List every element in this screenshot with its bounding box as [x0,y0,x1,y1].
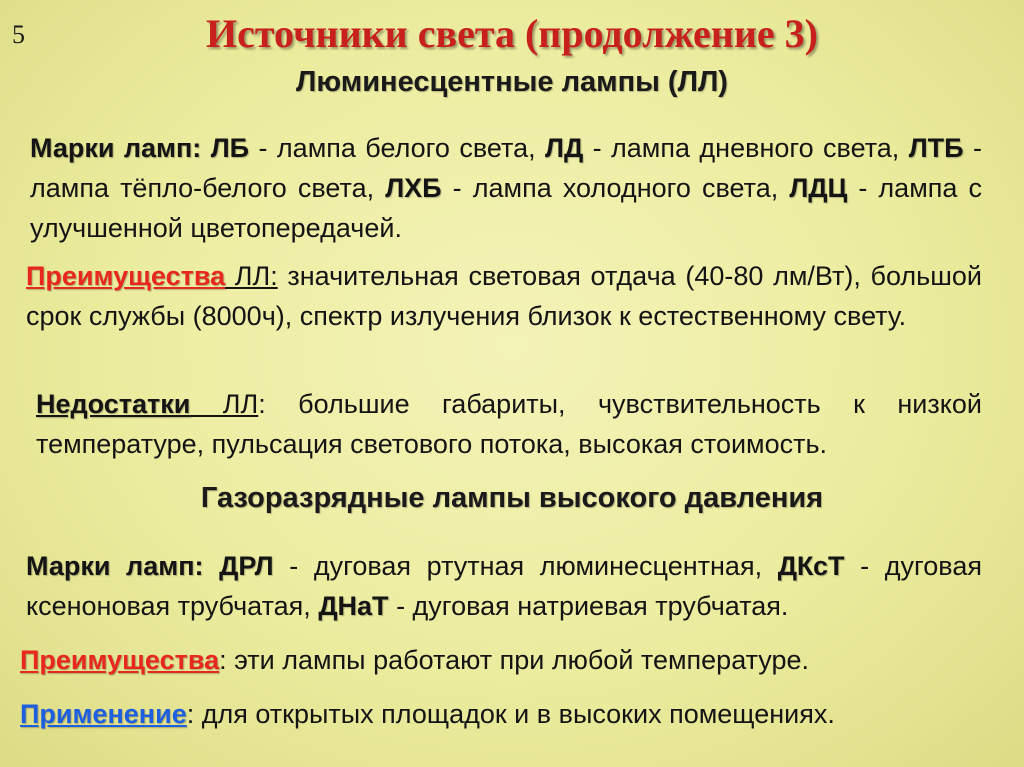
ll-advantages-label: Преимущества [26,261,226,291]
paragraph-ll-advantages [10,256,982,336]
ll-mark-lhb-desc: - лампа холодного света, [441,173,790,203]
hp-advantages-text: : эти лампы работают при любой температуре. [219,645,810,675]
ll-marks-label: Марки ламп: [30,133,202,163]
ll-advantages-ll: ЛЛ: [225,261,278,291]
hp-application-label: Применение [20,699,187,729]
hp-mark-drl-desc: - дуговая ртутная люминесцентная, [273,551,778,581]
hp-mark-drl: ДРЛ [219,551,274,581]
hp-mark-dkst-desc: - дуговая ксеноновая трубчатая, [26,551,982,621]
paragraph-ll-disadvantages [10,384,982,464]
paragraph-hp-application [10,694,982,734]
ll-mark-ld-desc: - лампа дневного света, [583,133,909,163]
ll-mark-lb: ЛБ [210,133,250,163]
ll-mark-ldc-desc: - лампа с улучшенной цветопередачей. [30,173,982,243]
hp-mark-dnat: ДНаТ [318,591,389,621]
paragraph-ll-marks [10,128,982,248]
ll-disadvantages-label: Недостатки [36,389,191,419]
ll-mark-ldc: ЛДЦ [789,173,848,203]
ll-disadvantages-text: : большие габариты, чувствительность к низкой температуре, пульсация светового потока, высокая стоимость. [36,389,982,459]
slide-title: Источники света (продолжение 3) [206,11,818,56]
hp-application-text: : для открытых площадок и в высоких помещениях. [186,699,835,729]
ll-disadvantages-ll: ЛЛ [190,389,259,419]
ll-mark-lb-desc: - лампа белого света, [249,133,546,163]
paragraph-hp-marks [10,546,982,626]
hp-marks-label: Марки ламп: [26,551,204,581]
hp-mark-dkst: ДКсТ [777,551,845,581]
ll-advantages-text: значительная световая отдача (40-80 лм/Вт), большой срок службы (8000ч), спектр излучения близок к естественному свету. [26,261,982,331]
hp-advantages-label: Преимущества [20,645,220,675]
ll-mark-ltb: ЛТБ [908,133,964,163]
ll-mark-lhb: ЛХБ [385,173,442,203]
paragraph-hp-advantages [10,640,982,680]
hp-mark-dnat-desc: - дуговая натриевая трубчатая. [388,591,789,621]
section-title-high-pressure: Газоразрядные лампы высокого давления [200,482,824,514]
slide-number: 5 [12,20,25,49]
ll-mark-ld: ЛД [545,133,584,163]
ll-mark-ltb-desc: - лампа тёпло-белого света, [30,133,982,203]
section-title-fluorescent: Люминесцентные лампы (ЛЛ) [296,66,728,98]
